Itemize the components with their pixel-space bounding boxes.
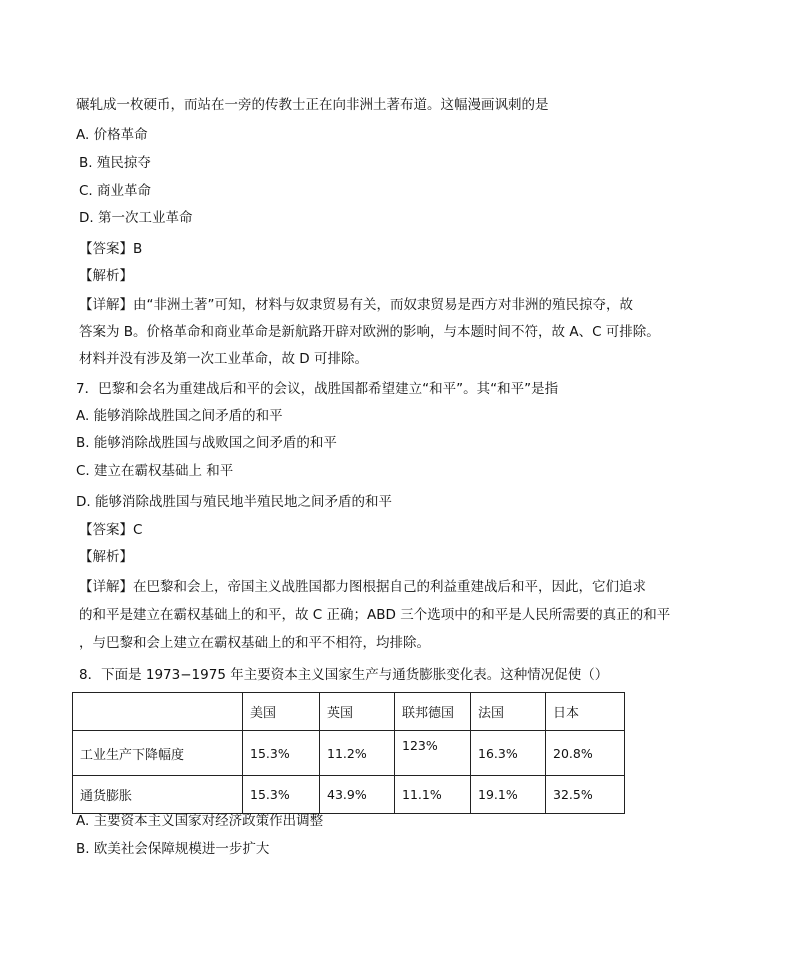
q6-stem-tail: 碾轧成一枚硬币，而站在一旁的传教士正在向非洲土著布道。这幅漫画讽刺的是: [76, 97, 549, 113]
q7-detail-line-1: 【详解】在巴黎和会上，帝国主义战胜国都力图根据自己的利益重建战后和平，因此，它们追求: [79, 579, 646, 595]
table-cell: 32.5%: [546, 776, 625, 814]
table-cell: 11.1%: [395, 776, 471, 814]
table-cell: 20.8%: [546, 731, 625, 776]
q6-answer: 【答案】B: [79, 241, 143, 257]
table-header-cell: 法国: [471, 693, 546, 731]
q6-detail-line-3: 材料并没有涉及第一次工业革命，故 D 可排除。: [79, 351, 368, 367]
table-cell: 15.3%: [243, 731, 320, 776]
row-label: 通货膨胀: [73, 776, 243, 814]
q7-option-b: B. 能够消除战胜国与战败国之间矛盾的和平: [76, 435, 337, 451]
table-cell: 19.1%: [471, 776, 546, 814]
q7-analysis-label: 【解析】: [79, 549, 133, 565]
q6-option-c: C. 商业革命: [79, 183, 152, 199]
table-row: [73, 731, 625, 776]
table-header-cell: 英国: [320, 693, 395, 731]
q6-option-d: D. 第一次工业革命: [79, 210, 193, 226]
q6-option-a: A. 价格革命: [76, 127, 148, 143]
table-header-row: [73, 693, 625, 731]
table-cell: 15.3%: [243, 776, 320, 814]
table-row: [73, 776, 625, 814]
q8-stem: 8．下面是 1973−1975 年主要资本主义国家生产与通货膨胀变化表。这种情况促使（）: [79, 667, 609, 683]
table-header-cell: [73, 693, 243, 731]
q7-stem: 7．巴黎和会名为重建战后和平的会议，战胜国都希望建立“和平”。其“和平”是指: [76, 381, 559, 397]
table-header-cell: 联邦德国: [395, 693, 471, 731]
q6-detail-line-1: 【详解】由“非洲土著”可知，材料与奴隶贸易有关，而奴隶贸易是西方对非洲的殖民掠夺，故: [79, 297, 633, 313]
q8-option-a: A. 主要资本主义国家对经济政策作出调整: [76, 813, 324, 829]
q7-option-c: C. 建立在霸权基础上 和平: [76, 463, 234, 479]
q6-detail-line-2: 答案为 B。价格革命和商业革命是新航路开辟对欧洲的影响，与本题时间不符，故 A、C 可排除。: [79, 324, 660, 340]
q7-detail-line-2: 的和平是建立在霸权基础上的和平，故 C 正确；ABD 三个选项中的和平是人民所需要的真正的和平: [79, 607, 671, 623]
q7-answer: 【答案】C: [79, 522, 143, 538]
q8-data-table: [72, 692, 625, 814]
table-header-cell: 日本: [546, 693, 625, 731]
table-cell: 11.2%: [320, 731, 395, 776]
q7-option-d: D. 能够消除战胜国与殖民地半殖民地之间矛盾的和平: [76, 494, 392, 510]
q6-analysis-label: 【解析】: [79, 268, 133, 284]
table-header-cell: 美国: [243, 693, 320, 731]
q7-option-a: A. 能够消除战胜国之间矛盾的和平: [76, 408, 283, 424]
table-cell: 123%: [395, 731, 471, 776]
table-cell: 43.9%: [320, 776, 395, 814]
table-cell: 16.3%: [471, 731, 546, 776]
q6-option-b: B. 殖民掠夺: [79, 155, 151, 171]
row-label: 工业生产下降幅度: [73, 731, 243, 776]
q7-detail-line-3: ，与巴黎和会上建立在霸权基础上的和平不相符，均排除。: [79, 635, 430, 651]
q8-option-b: B. 欧美社会保障规模进一步扩大: [76, 841, 270, 857]
